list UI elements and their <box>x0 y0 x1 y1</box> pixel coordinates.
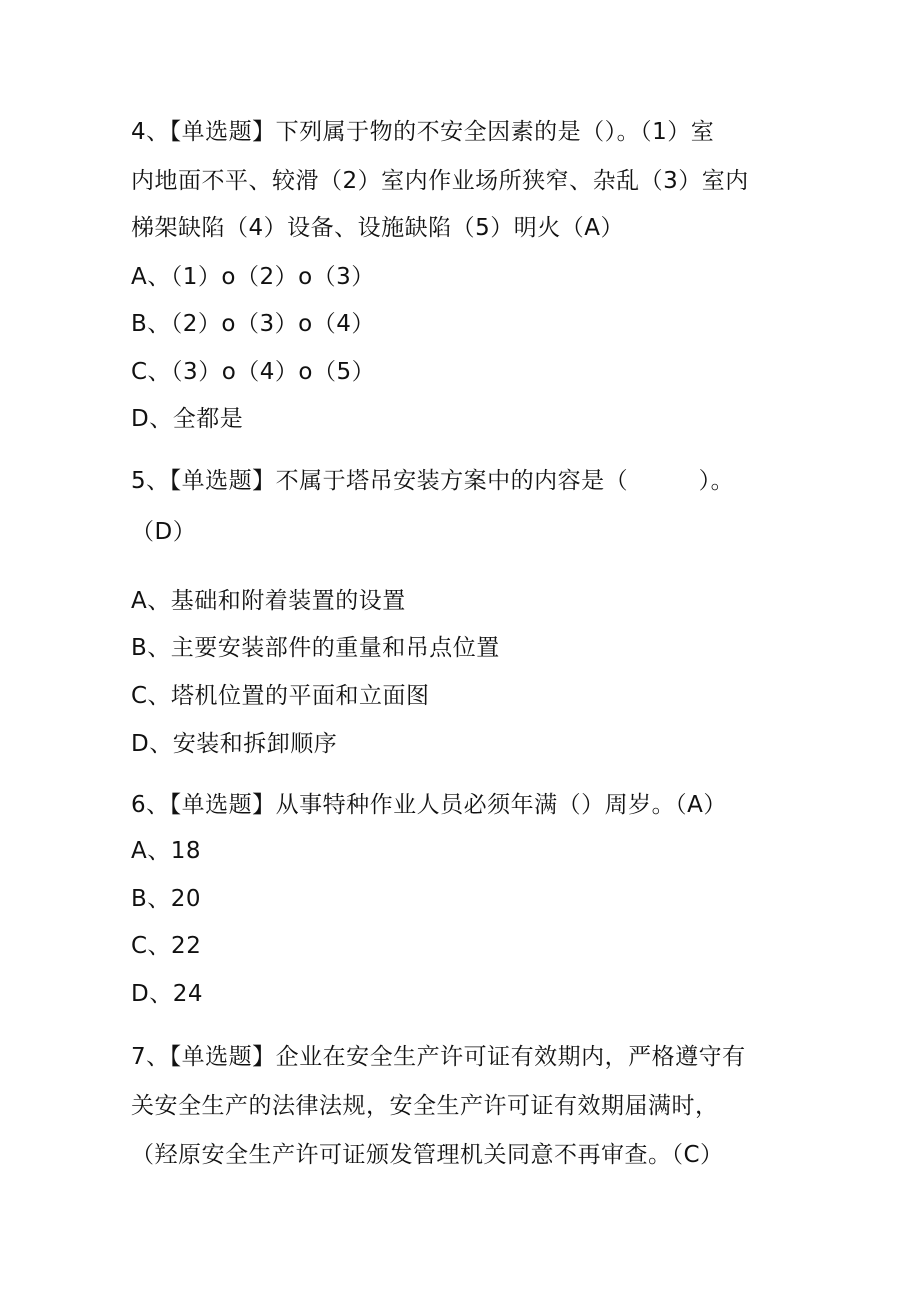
option-b: B、20 <box>131 886 202 912</box>
option-d: D、24 <box>131 981 203 1007</box>
question-7-line-1: 7、【单选题】企业在安全生产许可证有效期内，严格遵守有 <box>131 1044 746 1070</box>
option-b: B、（2）o（3）o（4） <box>131 311 375 337</box>
option-a: A、（1）o（2）o（3） <box>131 264 375 290</box>
option-d: D、安装和拆卸顺序 <box>131 731 338 757</box>
question-4-line-1: 4、【单选题】下列属于物的不安全因素的是（）。（1）室 <box>131 119 715 145</box>
question-6-line-1: 6、【单选题】从事特种作业人员必须年满（）周岁。（A） <box>131 792 727 818</box>
question-5-line-1: 5、【单选题】不属于塔吊安装方案中的内容是（ ）。 <box>131 468 735 494</box>
question-7-line-2: 关安全生产的法律法规，安全生产许可证有效期届满时， <box>131 1093 719 1119</box>
option-a: A、18 <box>131 838 202 864</box>
option-b: B、主要安装部件的重量和吊点位置 <box>131 635 500 661</box>
option-d: D、全都是 <box>131 406 244 432</box>
option-c: C、22 <box>131 933 202 959</box>
question-4-line-2: 内地面不平、较滑（2）室内作业场所狭窄、杂乱（3）室内 <box>131 168 749 194</box>
option-c: C、（3）o（4）o（5） <box>131 359 376 385</box>
question-5-line-2: （D） <box>131 519 197 545</box>
option-a: A、基础和附着装置的设置 <box>131 588 406 614</box>
option-c: C、塔机位置的平面和立面图 <box>131 683 430 709</box>
question-7-line-3: （羟原安全生产许可证颁发管理机关同意不再审查。（C） <box>131 1142 724 1168</box>
question-4-line-3: 梯架缺陷（4）设备、设施缺陷（5）明火（A） <box>131 215 625 241</box>
